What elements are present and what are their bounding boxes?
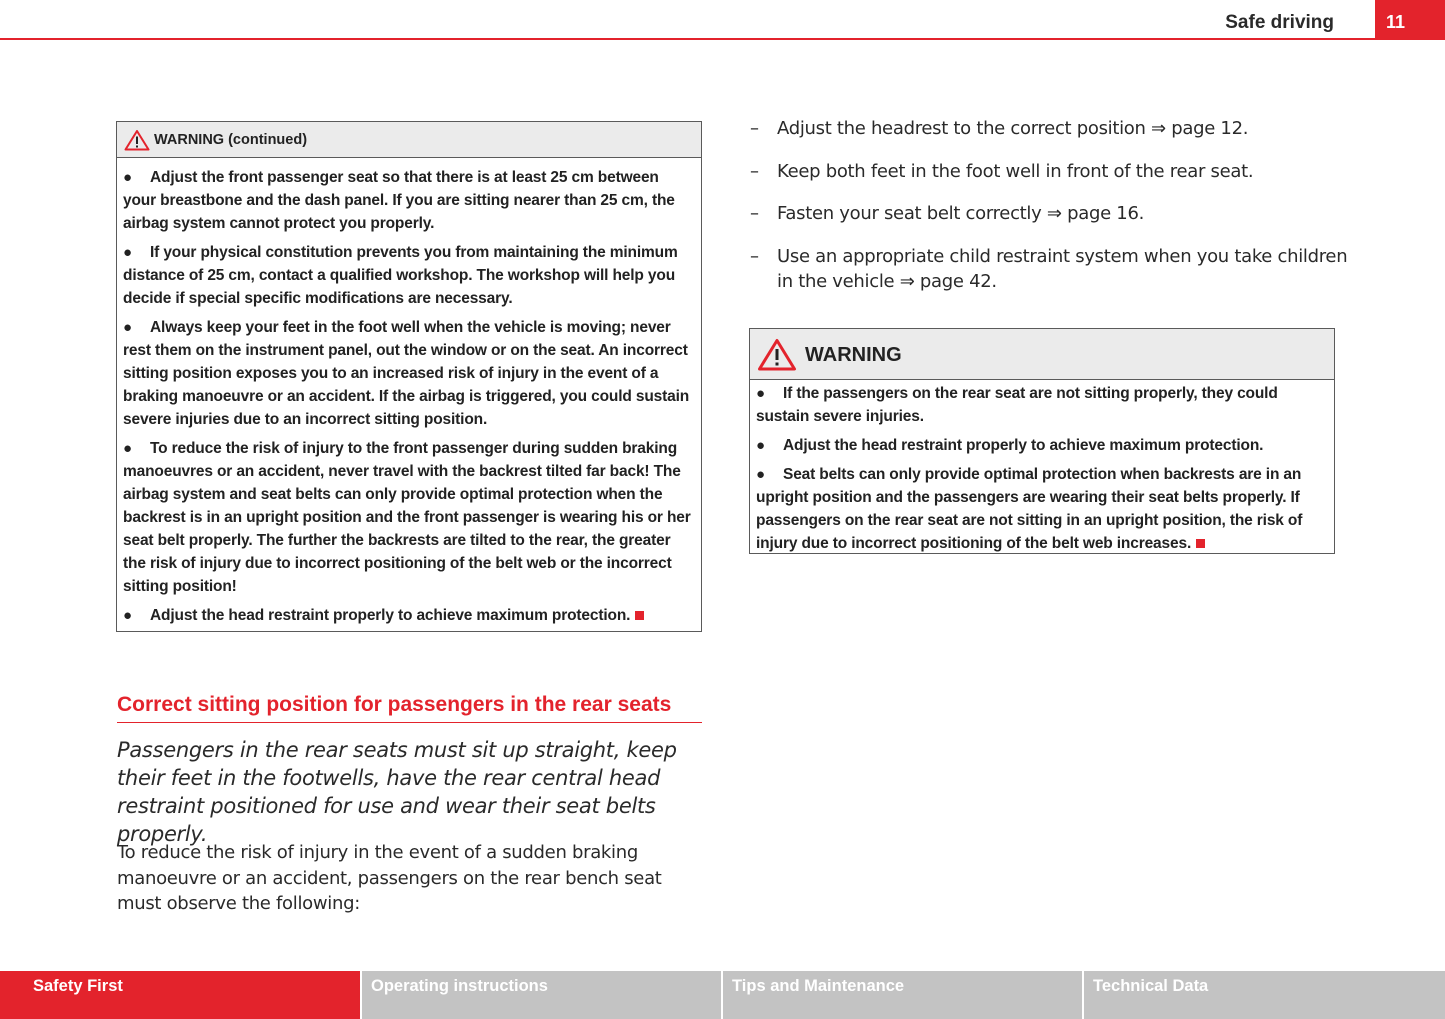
footer-tab-tips-and-maintenance[interactable]: Tips and Maintenance bbox=[723, 971, 1082, 1019]
warning-item bbox=[123, 437, 695, 598]
end-marker-icon bbox=[1196, 539, 1205, 548]
bullet-icon: ● bbox=[123, 319, 132, 336]
instruction-step bbox=[750, 116, 1350, 142]
bullet-icon: ● bbox=[756, 385, 765, 402]
warning-box-title: WARNING (continued) bbox=[154, 132, 308, 148]
section-heading: Correct sitting position for passengers in the rear seats bbox=[117, 693, 702, 723]
warning-box-continued bbox=[116, 121, 702, 632]
warning-box-header bbox=[117, 122, 701, 158]
warning-box bbox=[749, 328, 1335, 554]
warning-item-text: Adjust the head restraint properly to achieve maximum protection. bbox=[150, 607, 631, 624]
warning-box-header bbox=[750, 329, 1334, 380]
footer-tab-safety-first[interactable]: Safety First bbox=[0, 971, 360, 1019]
instruction-step-text: Use an appropriate child restraint system when you take children in the vehicle ⇒ page 42. bbox=[777, 245, 1348, 292]
warning-item bbox=[756, 463, 1328, 555]
warning-item-text: Adjust the head restraint properly to achieve maximum protection. bbox=[783, 437, 1264, 454]
instruction-step-text: Adjust the headrest to the correct position ⇒ page 12. bbox=[777, 118, 1249, 139]
bullet-icon: ● bbox=[756, 466, 765, 483]
warning-triangle-icon bbox=[757, 338, 797, 377]
warning-item bbox=[123, 241, 695, 310]
instruction-step bbox=[750, 244, 1350, 295]
dash-marker: – bbox=[750, 118, 759, 139]
instruction-step-text: Keep both feet in the foot well in front of the rear seat. bbox=[777, 160, 1254, 182]
footer-tab-technical-data[interactable]: Technical Data bbox=[1084, 971, 1445, 1019]
warning-item bbox=[756, 434, 1328, 457]
dash-marker: – bbox=[750, 245, 759, 267]
warning-item bbox=[123, 166, 695, 235]
footer-tab-bar bbox=[0, 971, 1445, 1019]
page-number-box bbox=[1375, 0, 1445, 40]
bullet-icon: ● bbox=[123, 440, 132, 457]
warning-box-body bbox=[750, 380, 1334, 555]
warning-item bbox=[756, 382, 1328, 428]
instruction-step bbox=[750, 159, 1350, 185]
warning-box-title: WARNING bbox=[805, 344, 902, 366]
warning-item-text: Always keep your feet in the foot well when the vehicle is moving; never rest them on the instrument panel, out the window or on the seat. An incorrect sitting position exposes you to an increased risk of injury in the event of a braking manoeuvre or an accident. If the airbag is triggered, you could sustain severe injuries due to an incorrect sitting position. bbox=[123, 319, 690, 428]
page-number: 11 bbox=[1386, 12, 1406, 32]
warning-item-text: If the passengers on the rear seat are not sitting properly, they could sustain severe injuries. bbox=[756, 385, 1278, 425]
warning-triangle-icon bbox=[124, 129, 150, 155]
section-intro: Passengers in the rear seats must sit up straight, keep their feet in the footwells, have the rear central head restraint positioned for use and wear their seat belts properly. bbox=[117, 738, 677, 846]
warning-item-text: Adjust the front passenger seat so that there is at least 25 cm between your breastbone and the dash panel. If you are sitting nearer than 25 cm, the airbag system cannot protect you properly. bbox=[123, 169, 675, 232]
warning-item bbox=[123, 316, 695, 431]
dash-marker: – bbox=[750, 203, 759, 224]
warning-item-text: If your physical constitution prevents you from maintaining the minimum distance of 25 cm, contact a qualified workshop. The workshop will help you decide if special specific modifications are necessary. bbox=[123, 244, 678, 307]
section-body-text: To reduce the risk of injury in the event of a sudden braking manoeuvre or an accident, passengers on the rear bench seat must observe the following: bbox=[117, 842, 662, 914]
instruction-step bbox=[750, 201, 1350, 227]
bullet-icon: ● bbox=[123, 244, 132, 261]
end-marker-icon bbox=[635, 611, 644, 620]
footer-tab-operating-instructions[interactable]: Operating instructions bbox=[362, 971, 721, 1019]
instruction-list bbox=[750, 116, 1350, 312]
dash-marker: – bbox=[750, 160, 759, 182]
bullet-icon: ● bbox=[123, 169, 132, 186]
bullet-icon: ● bbox=[123, 607, 132, 624]
warning-item-text: To reduce the risk of injury to the front passenger during sudden braking manoeuvres or an accident, never travel with the backrest tilted far back! The airbag system and seat belts can only provide optimal protection when the backrest is in an upright position and the front passenger is wearing his or her seat belt properly. The further the backrests are tilted to the rear, the greater the risk of injury due to incorrect positioning of the belt web or the incorrect sitting position! bbox=[123, 440, 691, 595]
running-header-title: Safe driving bbox=[1225, 12, 1334, 33]
instruction-step-text: Fasten your seat belt correctly ⇒ page 16. bbox=[777, 203, 1145, 224]
warning-item-text: Seat belts can only provide optimal protection when backrests are in an upright position and the passengers are wearing their seat belts properly. If passengers on the rear seat are not sitting in an upright position, the risk of injury due to incorrect positioning of the belt web increases. bbox=[756, 466, 1303, 552]
bullet-icon: ● bbox=[756, 437, 765, 454]
warning-box-body bbox=[117, 158, 701, 627]
header-rule bbox=[0, 38, 1445, 40]
warning-item bbox=[123, 604, 695, 627]
